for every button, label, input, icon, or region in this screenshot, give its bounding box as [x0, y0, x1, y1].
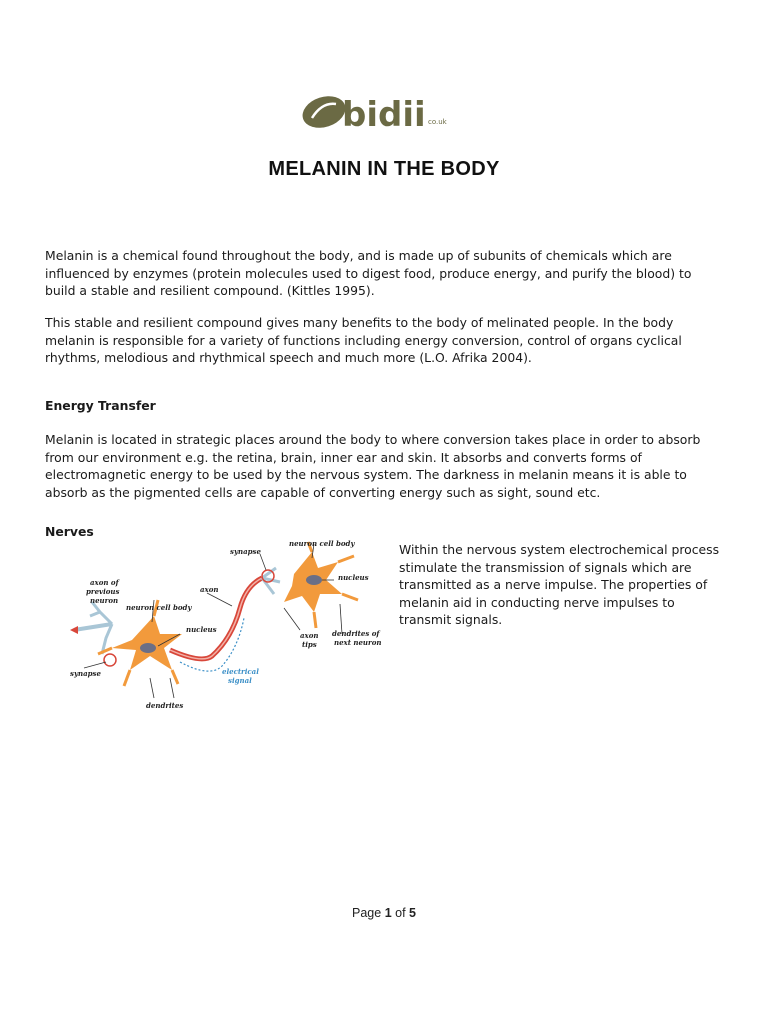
text-line: absorb as the pigmented cells are capable of converting energy such as sight, sound etc. [45, 484, 601, 500]
label-neuron-cell-body-top: neuron cell body [289, 539, 355, 548]
text-line: melanin is responsible for a variety of functions including energy conversion, control of organs cyclical [45, 332, 682, 348]
page-title: MELANIN IN THE BODY [268, 158, 500, 180]
label-dendrites: dendrites [146, 701, 184, 708]
label-axon-tips-1: axon [300, 631, 319, 640]
label-synapse-top: synapse [230, 547, 261, 556]
text-line: melanin aid in conducting nerve impulses to [399, 594, 675, 610]
label-axon-of: axon of [90, 578, 119, 587]
footer-page-word: Page [352, 906, 382, 920]
nerves-paragraph [399, 541, 729, 629]
nerves-heading: Nerves [45, 524, 94, 539]
text-line: stimulate the transmission of signals which are [399, 559, 692, 575]
footer-page-number: 1 [384, 906, 392, 920]
footer-page-total: 5 [409, 906, 416, 920]
bidii-logo [300, 88, 470, 138]
label-dendrites-next-1: dendrites of [332, 629, 380, 638]
label-axon-tips-2: tips [302, 640, 317, 649]
text-line: Melanin is a chemical found throughout the body, and is made up of subunits of chemicals which are [45, 248, 672, 263]
text-line: Within the nervous system electrochemical process [399, 542, 720, 557]
intro-paragraph [45, 247, 725, 300]
text-line: Melanin is located in strategic places around the body to where conversion takes place in order to absorb [45, 432, 701, 447]
energy-transfer-heading: Energy Transfer [45, 398, 156, 413]
benefits-paragraph [45, 314, 725, 367]
text-line: rhythms, melodious and rhythmical speech and much more (L.O. Afrika 2004). [45, 350, 532, 365]
label-synapse-bottom: synapse [70, 669, 101, 678]
left-nucleus [140, 643, 156, 653]
text-line: from our environment e.g. the retina, brain, inner ear and skin. It absorbs and converts forms of [45, 449, 642, 465]
logo-suffix: co.uk [428, 118, 447, 126]
page-footer [0, 906, 768, 920]
label-previous: previous [86, 587, 120, 596]
neuron-diagram [62, 538, 384, 708]
text-line: transmitted as a nerve impulse. The properties of [399, 577, 708, 592]
synapse-circle [104, 654, 116, 666]
label-neuron: neuron [90, 596, 119, 605]
text-line: build a stable and resilient compound. (Kittles 1995). [45, 283, 375, 298]
text-line: electromagnetic energy to be used by the nervous system. The darkness in melanin means it is able to [45, 467, 687, 482]
right-nucleus [306, 575, 322, 585]
left-neuron-cell [112, 616, 182, 670]
text-line: influenced by enzymes (protein molecules used to digest food, produce energy, and purify the blood) to [45, 265, 692, 281]
energy-transfer-paragraph [45, 431, 725, 501]
label-signal: signal [228, 676, 252, 685]
footer-of-word: of [395, 906, 406, 920]
text-line: transmit signals. [399, 612, 503, 627]
logo-wordmark: bidii [342, 95, 426, 135]
label-nucleus-left: nucleus [186, 625, 217, 634]
text-line: This stable and resilient compound gives many benefits to the body of melinated people. In the body [45, 315, 674, 330]
label-dendrites-next-2: next neuron [334, 638, 382, 647]
label-nucleus-right: nucleus [338, 573, 369, 582]
label-electrical: electrical [222, 667, 259, 676]
label-axon: axon [200, 585, 219, 594]
label-neuron-cell-body-left: neuron cell body [126, 603, 192, 612]
